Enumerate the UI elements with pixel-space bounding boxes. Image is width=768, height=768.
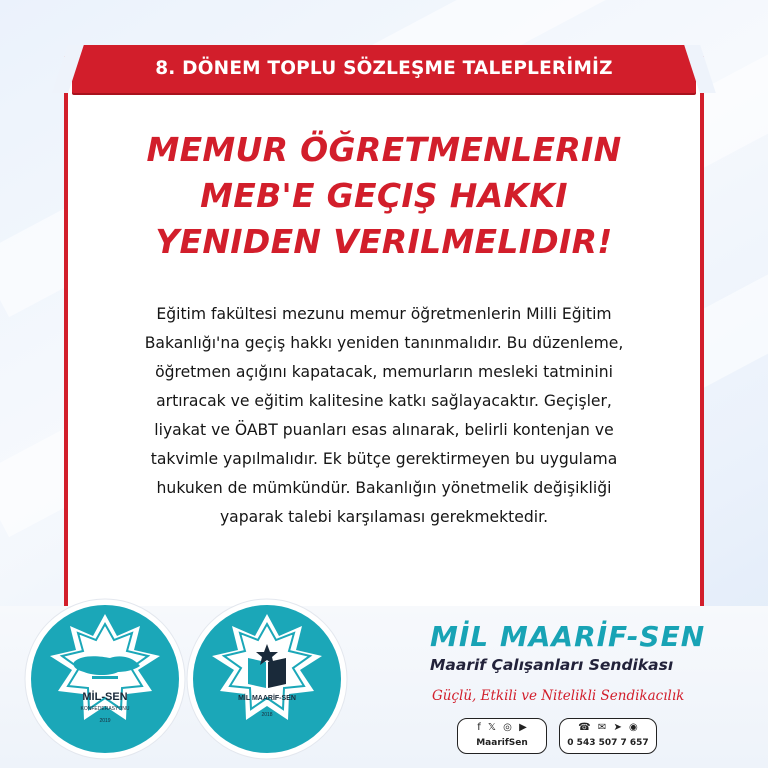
body-line: hukuken de mümkündür. Bakanlığın yönetmelik değişikliği (156, 479, 612, 497)
facebook-icon[interactable]: f (477, 722, 481, 733)
left-logo-year: 2019 (99, 718, 111, 724)
contact-phone: 0 543 507 7 657 (567, 738, 649, 748)
body-line: yaparak talebi karşılaması gerekmektedir. (219, 508, 549, 526)
social-handle: MaarifSen (476, 738, 528, 748)
body-line: takvimle yapılmalıdır. Ek bütçe gerektirmeyen bu uygulama (150, 450, 618, 468)
body-line: Eğitim fakültesi mezunu memur öğretmenlerin Milli Eğitim (156, 305, 612, 323)
body-line: öğretmen açığını kapatacak, memurların mesleki tatminini (155, 363, 613, 381)
telegram-icon[interactable]: ➤ (613, 722, 622, 733)
youtube-icon[interactable]: ▶ (519, 722, 527, 733)
left-logo-name: MİL-SEN (82, 691, 128, 703)
body-line: Bakanlığı'na geçiş hakkı yeniden tanınmalıdır. Bu düzenleme, (144, 334, 624, 352)
banner-title: 8. DÖNEM TOPLU SÖZLEŞME TALEPLERİMİZ (155, 58, 613, 79)
body-paragraph (80, 300, 688, 532)
mil-sen-logo (22, 596, 188, 762)
headline-line-1: MEMUR ÖĞRETMENLERIN (146, 130, 622, 169)
mil-maarif-sen-logo (184, 596, 350, 762)
headline-line-2: MEB'E GEÇIŞ HAKKI (200, 176, 568, 215)
x-icon[interactable]: 𝕏 (487, 722, 496, 733)
social-media-pill[interactable] (457, 718, 547, 754)
contact-pill[interactable] (559, 718, 657, 754)
body-line: artıracak ve eğitim kalitesine katkı sağlayacaktır. Geçişler, (156, 392, 612, 410)
body-line: liyakat ve ÖABT puanları esas alınarak, belirli kontenjan ve (154, 421, 614, 439)
phone-icon[interactable]: ☎ (578, 722, 591, 733)
title-banner (72, 45, 696, 93)
right-logo-year: 2018 (261, 712, 273, 718)
left-logo-sub: KONFEDERASYONU (80, 706, 130, 712)
instagram-icon[interactable]: ◎ (503, 722, 512, 733)
right-logo-name: MİL MAARİF-SEN (238, 695, 296, 702)
brand-title: MİL MAARİF-SEN (430, 620, 706, 653)
whatsapp-icon[interactable]: ◉ (629, 722, 638, 733)
headline-line-3: YENIDEN VERILMELIDIR! (155, 222, 613, 261)
brand-motto: Güçlü, Etkili ve Nitelikli Sendikacılık (432, 688, 685, 704)
email-icon[interactable]: ✉ (597, 722, 607, 733)
brand-subtitle: Maarif Çalışanları Sendikası (430, 656, 674, 674)
